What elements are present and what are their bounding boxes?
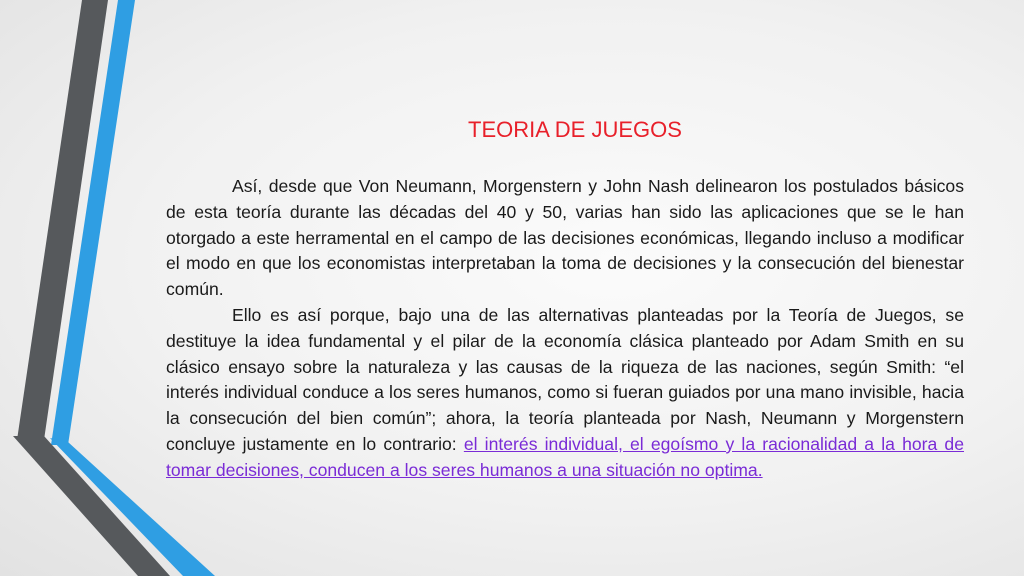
- emphasis-link[interactable]: el interés individual, el egoísmo y la racionalidad a la hora de tomar decisiones, conducen a los seres humanos a una situación no optima.: [166, 433, 964, 480]
- dark-diagonal-stripe: [13, 436, 170, 576]
- slide-title: TEORIA DE JUEGOS: [468, 117, 682, 142]
- paragraph-2: [166, 303, 964, 484]
- paragraph-2-text: Ello es así porque, bajo una de las alternativas planteadas por la Teoría de Juegos, se destituye la idea fundamental y el pilar de la economía clásica planteado por Adam Smith en su clásico ensayo sobre la naturaleza y las causas de la riqueza de las naciones, según Smith: “el interés individual conduce a los seres humanos, como si fueran guiados por una mano invisible, hacia la consecución del bien común”; ahora, la teoría planteada por Nash, Neumann y Morgenstern concluye justamente en lo contrario:: [166, 304, 964, 454]
- slide-body: [166, 174, 964, 484]
- paragraph-1: [166, 174, 964, 303]
- paragraph-1-text: Así, desde que Von Neumann, Morgenstern y John Nash delinearon los postulados básicos de esta teoría durante las décadas del 40 y 50, varias han sido las aplicaciones que se le han otorgado a este herramental en el campo de las decisiones económicas, llegando incluso a modificar el modo en que los economistas interpretaban la toma de decisiones y la consecución del bienestar común.: [166, 176, 964, 300]
